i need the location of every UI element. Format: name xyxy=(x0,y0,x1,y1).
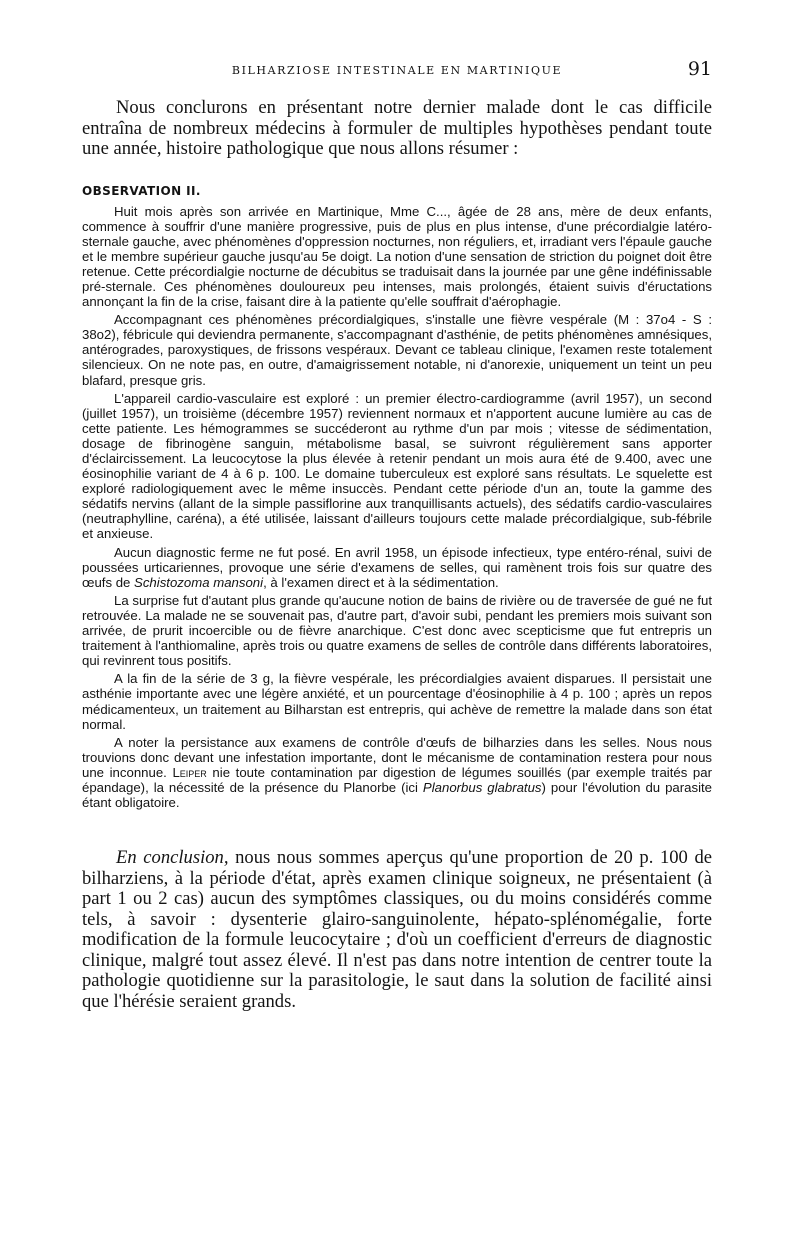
observation-body xyxy=(82,204,712,811)
author-name: Leiper xyxy=(172,764,207,780)
p4-text-before: Aucun diagnostic ferme ne fut posé. En avril 1958, un épisode infectieux, type entéro-rénal, suivi de poussées urticariennes, provoque une série d'examens de selles, qui ramènent trois fois sur quatre des œufs de xyxy=(82,544,712,590)
observation-heading: OBSERVATION II. xyxy=(82,183,201,198)
running-head xyxy=(82,58,712,88)
p4-text-after: , à l'examen direct et à la sédimentation. xyxy=(263,574,499,590)
running-title: BILHARZIOSE INTESTINALE EN MARTINIQUE xyxy=(231,64,563,77)
conclusion-lead: En conclusion, xyxy=(116,847,229,869)
intro-paragraph: Nous conclurons en présentant notre dernier malade dont le cas difficile entraîna de nombreux médecins à formuler de multiples hypothèses pendant toute une année, histoire pathologique que nous allons résumer : xyxy=(82,97,712,159)
conclusion-text: nous nous sommes aperçus qu'une proportion de 20 p. 100 de bilharziens, à la période d'état, après examen clinique soigneux, ne présentaient (à part 1 ou 2 cas) aucun des symptômes classiques, ou du moins considérés comme tels, à savoir : dysenterie glairo-sanguinolente, hépato-splénomégalie, forte modification de la formule leucocytaire ; d'où un coefficient d'erreurs de diagnostic clinique, malgré tout assez élevé. Il n'est pas dans notre intention de centrer toute la pathologie quotidienne sur la parasitologie, le saut dans la solution de facilité ainsi que l'hérésie seraient grands. xyxy=(82,847,712,1012)
observation-paragraph-7 xyxy=(82,735,712,810)
conclusion-paragraph xyxy=(82,848,712,1012)
observation-paragraph-3: L'appareil cardio-vasculaire est exploré : un premier électro-cardiogramme (avril 1957), un second (juillet 1957), un troisième (décembre 1957) reviennent normaux et n'apportent aucune lumière au cas de cette patiente. Les hémogrammes se succéderont au rythme d'un par mois ; vitesse de sédimentation, dosage de fibrinogène sanguin, métabolisme basal, se suivront régulièrement sans apporter d'éclaircissement. La leucocytose la plus élevée à retenir pendant un mois aura été de 9.400, avec une éosinophilie variant de 4 à 6 p. 100. Le domaine tuberculeux est exploré sans résultats. Le squelette est exploré radiologiquement avec le même insuccès. Pendant cette période d'un an, toute la gamme des sédatifs nervins (allant de la simple passiflorine aux tranquillisants actuels), des sédatifs cardio-vasculaires (neutraphylline, caréna), a été utilisée, laissant d'ailleurs toujours cette malade précordialgique, sub-fébrile et anxieuse. xyxy=(82,390,712,542)
species-name: Schistozoma mansoni xyxy=(134,574,264,590)
p7-text-mid: nie toute contamination par digestion de légumes souillés (par exemple traités par épandage), la nécessité de la présence du Planorbe (ici xyxy=(82,764,712,795)
page-number: 91 xyxy=(687,58,712,80)
p7-text-after: ) pour l'évolution du parasite étant obligatoire. xyxy=(82,779,713,811)
p7-text-before: A noter la persistance aux examens de contrôle d'œufs de bilharzies dans les selles. Nous nous trouvions donc devant une infestation importante, dont le mécanisme de contamination restera pour nous une inconnue. xyxy=(82,734,712,780)
page xyxy=(82,58,712,1012)
observation-paragraph-5: La surprise fut d'autant plus grande qu'aucune notion de bains de rivière ou de traversée de gué ne fut retrouvée. La malade ne se souvenait pas, d'autre part, d'avoir subi, pendant les premiers mois suivant son arrivée, de prurit incoercible ou de fièvre anarchique. C'est donc avec scepticisme que fut entrepris un traitement à l'anthiomaline, après trois ou quatre examens de selles de contrôle dans différents laboratoires, qui revinrent tous positifs. xyxy=(82,592,712,669)
snail-species-name: Planorbus glabratus xyxy=(422,779,542,795)
observation-paragraph-4 xyxy=(82,545,712,590)
observation-paragraph-6: A la fin de la série de 3 g, la fièvre vespérale, les précordialgies avaient disparues. Il persistait une asthénie importante avec une légère anxiété, et un pourcentage d'éosinophilie à 4 p. 100 ; après un repos médicamenteux, un traitement au Bilharstan est entrepris, qui achève de remettre la malade dans son état normal. xyxy=(82,671,712,732)
observation-paragraph-1: Huit mois après son arrivée en Martinique, Mme C..., âgée de 28 ans, mère de deux enfants, commence à souffrir d'une manière progressive, puis de plus en plus intense, d'une précordialgie latéro-sternale gauche, avec phénomènes d'oppression nocturnes, non réguliers, et, irradiant vers l'épaule gauche et le membre supérieur gauche jusqu'au 5e doigt. La notion d'une sensation de striction du poignet doit être retenue. Cette précordialgie nocturne de décubitus se traduisait dans la journée par une gêne indéfinissable pré-sternale. Ces phénomènes douloureux peu intenses, mais prolongés, étaient suivis d'éructations annonçant la fin de la crise, faisant dire à la patiente qu'elle souffrait d'aérophagie. xyxy=(82,203,712,310)
observation-paragraph-2: Accompagnant ces phénomènes précordialgiques, s'installe une fièvre vespérale (M : 37o4 - S : 38o2), fébricule qui deviendra permanente, s'accompagnant d'asthénie, de petits phénomènes amnésiques, antérogrades, paroxystiques, de frissons vespéraux. Devant ce tableau clinique, l'examen reste totalement silencieux. On ne note pas, en outre, d'amaigrissement notable, ni d'anorexie, uniquement un teint un peu blafard, presque gris. xyxy=(82,312,712,388)
